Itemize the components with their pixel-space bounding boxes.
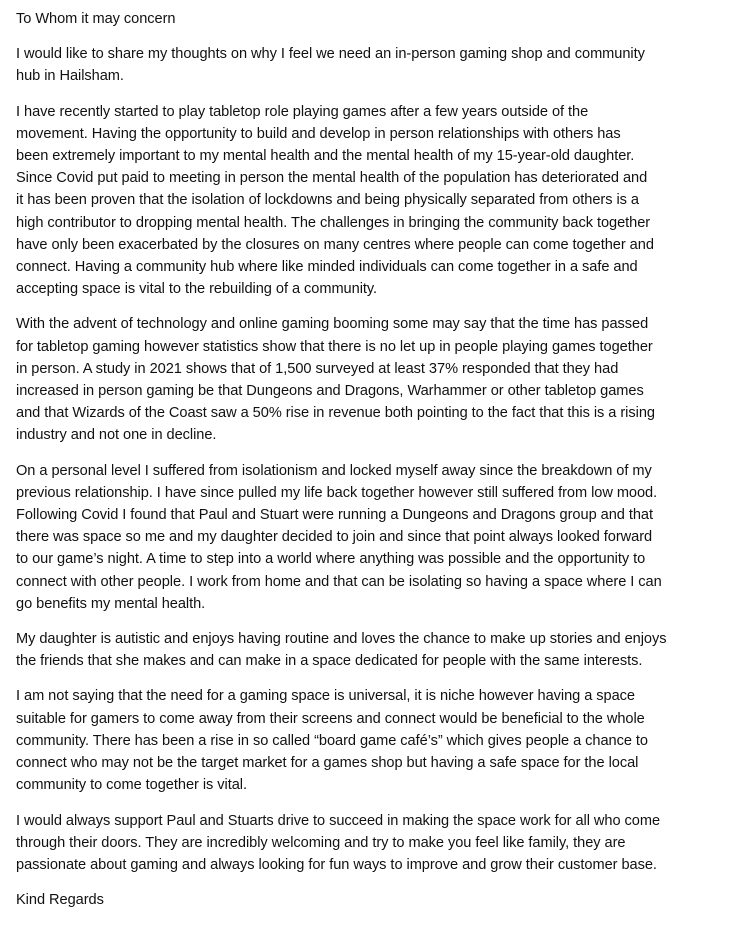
letter-paragraph-5 [16,628,728,672]
paragraph-line: been extremely important to my mental health and the mental health of my 15-year-old daughter. [16,148,635,165]
paragraph-line: I would like to share my thoughts on why I feel we need an in-person gaming shop and community [16,46,645,63]
paragraph-line: and that Wizards of the Coast saw a 50% rise in revenue both pointing to the fact that this is a rising [16,405,655,422]
paragraph-line: there was space so me and my daughter decided to join and since that point always looked forward [16,529,653,546]
paragraph-line: in person. A study in 2021 shows that of 1,500 surveyed at least 37% responded that they had [16,360,619,377]
paragraph-line: increased in person gaming be that Dungeons and Dragons, Warhammer or other tabletop games [16,383,644,400]
paragraph-line: community. There has been a rise in so called “board game café’s” which gives people a chance to [16,732,649,749]
paragraph-line: previous relationship. I have since pulled my life back together however still suffered from low mood. [16,484,658,501]
paragraph-line: connect with other people. I work from home and that can be isolating so having a space where I can [16,573,662,590]
paragraph-line: Since Covid put paid to meeting in person the mental health of the population has deteriorated and [16,170,648,187]
letter-paragraph-3 [16,313,728,446]
paragraph-line: to our game’s night. A time to step into a world where anything was possible and the opportunity to [16,551,646,568]
paragraph-line: connect. Having a community hub where like minded individuals can come together in a safe and [16,259,638,276]
paragraph-line: industry and not one in decline. [16,427,217,444]
paragraph-line: for tabletop gaming however statistics show that there is no let up in people playing games together [16,338,653,355]
letter-paragraph-1 [16,43,728,87]
paragraph-line: go benefits my mental health. [16,595,206,612]
paragraph-line: I am not saying that the need for a gaming space is universal, it is niche however having a space [16,688,635,705]
paragraph-line: accepting space is vital to the rebuilding of a community. [16,281,378,298]
letter-paragraph-7 [16,810,728,877]
paragraph-line: passionate about gaming and always looking for fun ways to improve and grow their customer base. [16,856,657,873]
paragraph-line: community to come together is vital. [16,777,247,794]
letter-salutation: To Whom it may concern [16,11,176,27]
paragraph-line: My daughter is autistic and enjoys having routine and loves the chance to make up stories and enjoys [16,631,667,648]
letter-paragraph-2 [16,101,728,301]
paragraph-line: it has been proven that the isolation of lockdowns and being physically separated from others is a [16,192,640,209]
letter-document [16,8,728,911]
paragraph-line: movement. Having the opportunity to build and develop in person relationships with others has [16,125,621,142]
paragraph-line: On a personal level I suffered from isolationism and locked myself away since the breakdown of my [16,462,652,479]
paragraph-line: have only been exacerbated by the closures on many centres where people can come together and [16,236,654,253]
paragraph-line: With the advent of technology and online gaming booming some may say that the time has passed [16,316,649,333]
paragraph-line: I have recently started to play tabletop role playing games after a few years outside of the [16,103,589,120]
letter-paragraph-6 [16,685,728,796]
paragraph-line: high contributor to dropping mental health. The challenges in bringing the community back together [16,214,651,231]
paragraph-line: connect who may not be the target market for a games shop but having a safe space for the local [16,755,639,772]
paragraph-line: Following Covid I found that Paul and Stuart were running a Dungeons and Dragons group and that [16,507,653,524]
paragraph-line: suitable for gamers to come away from their screens and connect would be beneficial to the whole [16,710,645,727]
letter-paragraph-4 [16,460,728,615]
letter-closing: Kind Regards [16,892,104,909]
paragraph-line: through their doors. They are incredibly welcoming and try to make you feel like family, they are [16,834,626,851]
paragraph-line: I would always support Paul and Stuarts drive to succeed in making the space work for all who come [16,812,661,829]
paragraph-line: hub in Hailsham. [16,68,124,85]
paragraph-line: the friends that she makes and can make in a space dedicated for people with the same interests. [16,653,643,670]
